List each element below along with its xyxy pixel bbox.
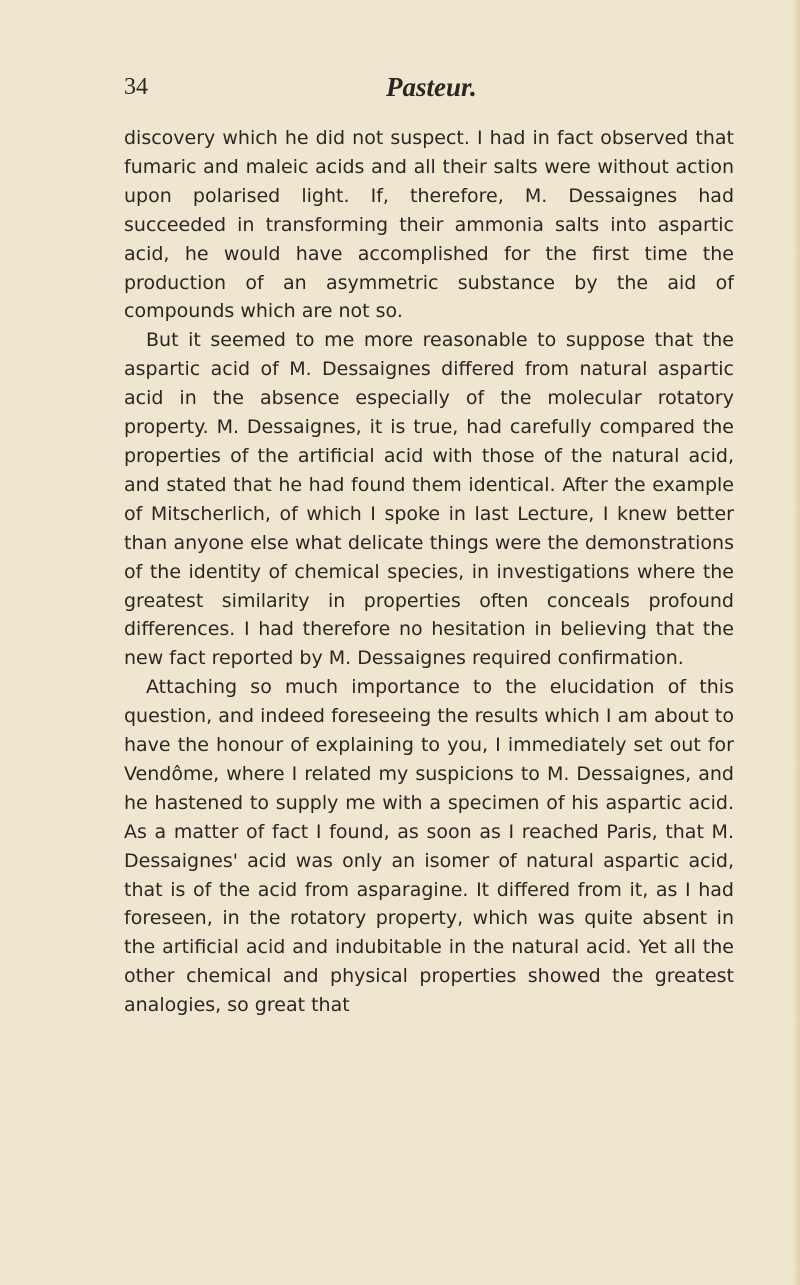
page-number: 34 <box>124 74 148 100</box>
paragraph-3: Attaching so much importance to the elucidation of this question, and indeed foreseeing the results which I am about to have the honour of explaining to you, I immediately set out for Vendôme, where I related my suspicions to M. Dessaignes, and he hastened to supply me with a specimen of his aspartic acid. As a matter of fact I found, as soon as I reached Paris, that M. Dessaignes' acid was only an isomer of natural aspartic acid, that is of the acid from asparagine. It differed from it, as I had foreseen, in the rotatory property, which was quite absent in the artificial acid and indubitable in the natural acid. Yet all the other chemical and physical properties showed the greatest analogies, so great that <box>124 676 734 1017</box>
running-title: Pasteur. <box>386 72 477 102</box>
page-edge <box>792 0 800 1285</box>
page-header <box>124 74 724 110</box>
body-text <box>124 124 734 1020</box>
paragraph-1: discovery which he did not suspect. I had in fact observed that fumaric and maleic acids and all their salts were without action upon polarised light. If, therefore, M. Dessaignes had succeeded in transforming their ammonia salts into aspartic acid, he would have accomplished for the first time the production of an asymmetric substance by the aid of compounds which are not so. <box>124 127 734 323</box>
paragraph-2: But it seemed to me more reasonable to suppose that the aspartic acid of M. Dessaignes differed from natural aspartic acid in the absence especially of the molecular rotatory property. M. Dessaignes, it is true, had carefully compared the properties of the artificial acid with those of the natural acid, and stated that he had found them identical. After the example of Mitscherlich, of which I spoke in last Lecture, I knew better than anyone else what delicate things were the demonstrations of the identity of chemical species, in investigations where the greatest similarity in properties often conceals profound differences. I had therefore no hesitation in believing that the new fact reported by M. Dessaignes required confirmation. <box>124 329 734 670</box>
